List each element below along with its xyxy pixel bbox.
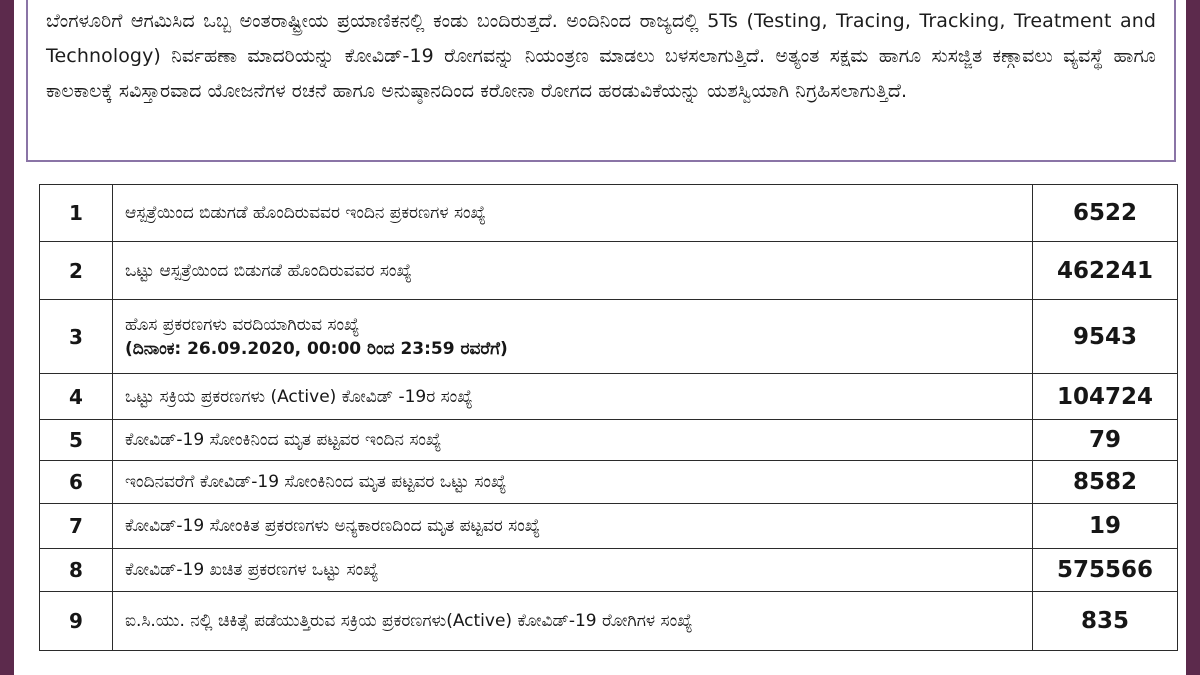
row-number: 6 — [40, 461, 113, 504]
row-value: 835 — [1033, 592, 1178, 651]
row-number: 3 — [40, 300, 113, 374]
row-number: 2 — [40, 242, 113, 300]
document-page — [14, 0, 1186, 675]
row-description-text: ಕೋವಿಡ್-19 ಖಚಿತ ಪ್ರಕರಣಗಳ ಒಟ್ಟು ಸಂಖ್ಯೆ — [125, 560, 379, 580]
row-number: 8 — [40, 549, 113, 592]
covid-stats-table — [39, 184, 1178, 651]
row-value: 575566 — [1033, 549, 1178, 592]
row-number: 4 — [40, 374, 113, 420]
row-description-text: ಕೋವಿಡ್-19 ಸೋಂಕಿನಿಂದ ಮೃತ ಪಟ್ಟವರ ಇಂದಿನ ಸಂಖ್ಯೆ — [125, 430, 442, 450]
table-row — [40, 242, 1178, 300]
row-description-text: ಒಟ್ಟು ಸಕ್ರಿಯ ಪ್ರಕರಣಗಳು (Active) ಕೋವಿಡ್ -19ರ ಸಂಖ್ಯೆ — [125, 386, 473, 407]
row-description — [113, 420, 1033, 461]
row-value: 9543 — [1033, 300, 1178, 374]
table-row — [40, 420, 1178, 461]
row-description-text: ಕೋವಿಡ್-19 ಸೋಂಕಿತ ಪ್ರಕರಣಗಳು ಅನ್ಯಕಾರಣದಿಂದ ಮೃತ ಪಟ್ಟವರ ಸಂಖ್ಯೆ — [125, 516, 541, 536]
row-description-text: ಆಸ್ಪತ್ರೆಯಿಂದ ಬಿಡುಗಡೆ ಹೊಂದಿರುವವರ ಇಂದಿನ ಪ್ರಕರಣಗಳ ಸಂಖ್ಯೆ — [125, 203, 486, 223]
row-value: 8582 — [1033, 461, 1178, 504]
row-value: 6522 — [1033, 185, 1178, 242]
intro-box — [26, 0, 1176, 162]
row-description — [113, 504, 1033, 549]
row-value: 104724 — [1033, 374, 1178, 420]
row-number: 5 — [40, 420, 113, 461]
row-description — [113, 185, 1033, 242]
row-date-range: (ದಿನಾಂಕ: 26.09.2020, 00:00 ರಿಂದ 23:59 ರವರೆಗೆ) — [125, 338, 508, 359]
row-value: 462241 — [1033, 242, 1178, 300]
row-description-text: ಇಂದಿನವರೆಗೆ ಕೋವಿಡ್-19 ಸೋಂಕಿನಿಂದ ಮೃತ ಪಟ್ಟವರ ಒಟ್ಟು ಸಂಖ್ಯೆ — [125, 472, 507, 492]
intro-paragraph: ಬೆಂಗಳೂರಿಗೆ ಆಗಮಿಸಿದ ಒಬ್ಬ ಅಂತರಾಷ್ಟ್ರೀಯ ಪ್ರಯಾಣಿಕನಲ್ಲಿ ಕಂಡು ಬಂದಿರುತ್ತದೆ. ಅಂದಿನಿಂದ ರಾಜ್ಯದಲ್ಲಿ 5Ts (Testing, Tracing, Tracking, Treatment and Technology) ನಿರ್ವಹಣಾ ಮಾದರಿಯನ್ನು ಕೋವಿಡ್-19 ರೋಗವನ್ನು ನಿಯಂತ್ರಣ ಮಾಡಲು ಬಳಸಲಾಗುತ್ತಿದೆ. ಅತ್ಯಂತ ಸಕ್ಷಮ ಹಾಗೂ ಸುಸಜ್ಜಿತ ಕಣ್ಗಾವಲು ವ್ಯವಸ್ಥೆ ಹಾಗೂ ಕಾಲಕಾಲಕ್ಕೆ ಸವಿಸ್ತಾರವಾದ ಯೋಜನೆಗಳ ರಚನೆ ಹಾಗೂ ಅನುಷ್ಠಾನದಿಂದ ಕರೋನಾ ರೋಗದ ಹರಡುವಿಕೆಯನ್ನು ಯಶಸ್ವಿಯಾಗಿ ನಿಗ್ರಹಿಸಲಾಗುತ್ತಿದೆ. — [46, 10, 1156, 102]
row-number: 7 — [40, 504, 113, 549]
table-row — [40, 592, 1178, 651]
row-description-text: ಐ.ಸಿ.ಯು. ನಲ್ಲಿ ಚಿಕಿತ್ಸೆ ಪಡೆಯುತ್ತಿರುವ ಸಕ್ರಿಯ ಪ್ರಕರಣಗಳು(Active) ಕೋವಿಡ್-19 ರೋಗಿಗಳ ಸಂಖ್ಯೆ — [125, 611, 693, 631]
table-row — [40, 461, 1178, 504]
row-description — [113, 549, 1033, 592]
table-row — [40, 504, 1178, 549]
row-description-text: ಹೊಸ ಪ್ರಕರಣಗಳು ವರದಿಯಾಗಿರುವ ಸಂಖ್ಯೆ — [125, 314, 360, 335]
row-description — [113, 374, 1033, 420]
row-number: 9 — [40, 592, 113, 651]
table-row — [40, 185, 1178, 242]
row-value: 79 — [1033, 420, 1178, 461]
row-description — [113, 592, 1033, 651]
table-row — [40, 374, 1178, 420]
table-row — [40, 549, 1178, 592]
table-row — [40, 300, 1178, 374]
row-description-text: ಒಟ್ಟು ಆಸ್ಪತ್ರೆಯಿಂದ ಬಿಡುಗಡೆ ಹೊಂದಿರುವವರ ಸಂಖ್ಯೆ — [125, 260, 412, 281]
row-description — [113, 461, 1033, 504]
row-description — [113, 300, 1033, 374]
row-value: 19 — [1033, 504, 1178, 549]
row-description — [113, 242, 1033, 300]
row-number: 1 — [40, 185, 113, 242]
